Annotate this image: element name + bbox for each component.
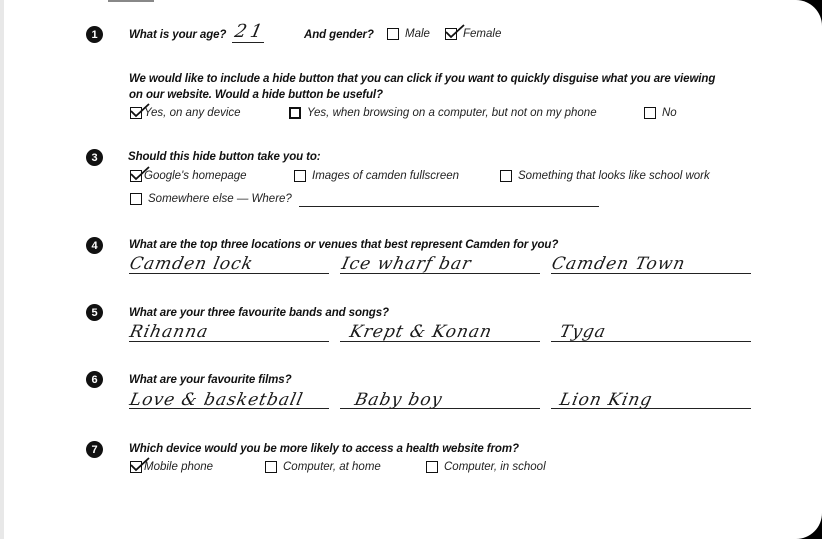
no-checkbox[interactable]: [644, 107, 656, 119]
band-answer-1[interactable]: Rihanna: [127, 322, 211, 342]
mobile-checkbox[interactable]: [130, 461, 142, 473]
films-question: What are your favourite films?: [129, 374, 292, 386]
computer-school-label: Computer, in school: [444, 461, 546, 473]
location-line-1: [129, 273, 329, 274]
question-number-5: 5: [86, 304, 103, 321]
hide-destination-question: Should this hide button take you to:: [128, 151, 321, 163]
hide-button-question-line2: on our website. Would a hide button be useful?: [129, 89, 383, 101]
destination-option-google[interactable]: [130, 170, 247, 182]
elsewhere-checkbox[interactable]: [130, 193, 142, 205]
band-line-2: [340, 341, 540, 342]
any-device-label: Yes, on any device: [144, 107, 241, 119]
age-value[interactable]: 21: [232, 21, 269, 42]
device-option-computer-school[interactable]: [426, 461, 546, 473]
no-label: No: [662, 107, 677, 119]
camden-images-label: Images of camden fullscreen: [312, 170, 460, 182]
google-label: Google's homepage: [144, 170, 247, 182]
mobile-label: Mobile phone: [144, 461, 214, 473]
location-line-2: [340, 273, 540, 274]
bands-question: What are your three favourite bands and songs?: [129, 307, 389, 319]
computer-home-label: Computer, at home: [283, 461, 381, 473]
film-line-2: [340, 408, 540, 409]
hide-option-any-device[interactable]: [130, 107, 241, 119]
hide-option-computer-only[interactable]: [289, 107, 597, 119]
female-label: Female: [463, 28, 502, 40]
school-work-label: Something that looks like school work: [518, 170, 710, 182]
computer-only-label: Yes, when browsing on a computer, but not on my phone: [307, 107, 597, 119]
male-label: Male: [405, 28, 430, 40]
device-option-computer-home[interactable]: [265, 461, 381, 473]
computer-home-checkbox[interactable]: [265, 461, 277, 473]
age-answer-line: [232, 42, 264, 43]
gender-option-male[interactable]: [387, 28, 430, 40]
band-line-1: [129, 341, 329, 342]
location-answer-2[interactable]: Ice wharf bar: [339, 254, 474, 274]
location-line-3: [551, 273, 751, 274]
band-answer-2[interactable]: Krept & Konan: [347, 322, 495, 342]
question-number-6: 6: [86, 371, 103, 388]
hide-option-no[interactable]: [644, 107, 677, 119]
location-answer-3[interactable]: Camden Town: [549, 254, 688, 274]
computer-only-checkbox[interactable]: [289, 107, 301, 119]
film-line-1: [129, 408, 329, 409]
top-rule: [108, 0, 154, 2]
band-answer-3[interactable]: Tyga: [557, 322, 609, 342]
location-answer-1[interactable]: Camden lock: [127, 254, 256, 274]
school-work-checkbox[interactable]: [500, 170, 512, 182]
question-number-3: 3: [86, 149, 103, 166]
question-number-4: 4: [86, 237, 103, 254]
camden-images-checkbox[interactable]: [294, 170, 306, 182]
band-line-3: [551, 341, 751, 342]
gender-label: And gender?: [304, 29, 374, 41]
age-label: What is your age?: [129, 29, 227, 41]
question-number-1: 1: [86, 26, 103, 43]
elsewhere-answer-line[interactable]: [299, 206, 599, 207]
destination-option-school-work[interactable]: [500, 170, 710, 182]
female-checkbox[interactable]: [445, 28, 457, 40]
checkmark-icon: [130, 166, 150, 182]
male-checkbox[interactable]: [387, 28, 399, 40]
computer-school-checkbox[interactable]: [426, 461, 438, 473]
google-checkbox[interactable]: [130, 170, 142, 182]
hide-button-question-line1: We would like to include a hide button that you can click if you want to quickly disguise what you are viewing: [129, 73, 716, 85]
film-answer-3[interactable]: Lion King: [557, 390, 655, 410]
destination-option-elsewhere[interactable]: [130, 193, 292, 205]
film-answer-2[interactable]: Baby boy: [352, 390, 445, 410]
device-question: Which device would you be more likely to access a health website from?: [129, 443, 519, 455]
checkmark-icon: [130, 103, 150, 119]
film-line-3: [551, 408, 751, 409]
checkmark-icon: [130, 457, 150, 473]
question-number-7: 7: [86, 441, 103, 458]
checkmark-icon: [445, 24, 465, 40]
device-option-mobile[interactable]: [130, 461, 213, 473]
any-device-checkbox[interactable]: [130, 107, 142, 119]
film-answer-1[interactable]: Love & basketball: [127, 390, 306, 410]
elsewhere-label: Somewhere else — Where?: [148, 193, 292, 205]
gender-option-female[interactable]: [445, 28, 501, 40]
camden-locations-question: What are the top three locations or venues that best represent Camden for you?: [129, 239, 559, 251]
destination-option-camden-images[interactable]: [294, 170, 459, 182]
